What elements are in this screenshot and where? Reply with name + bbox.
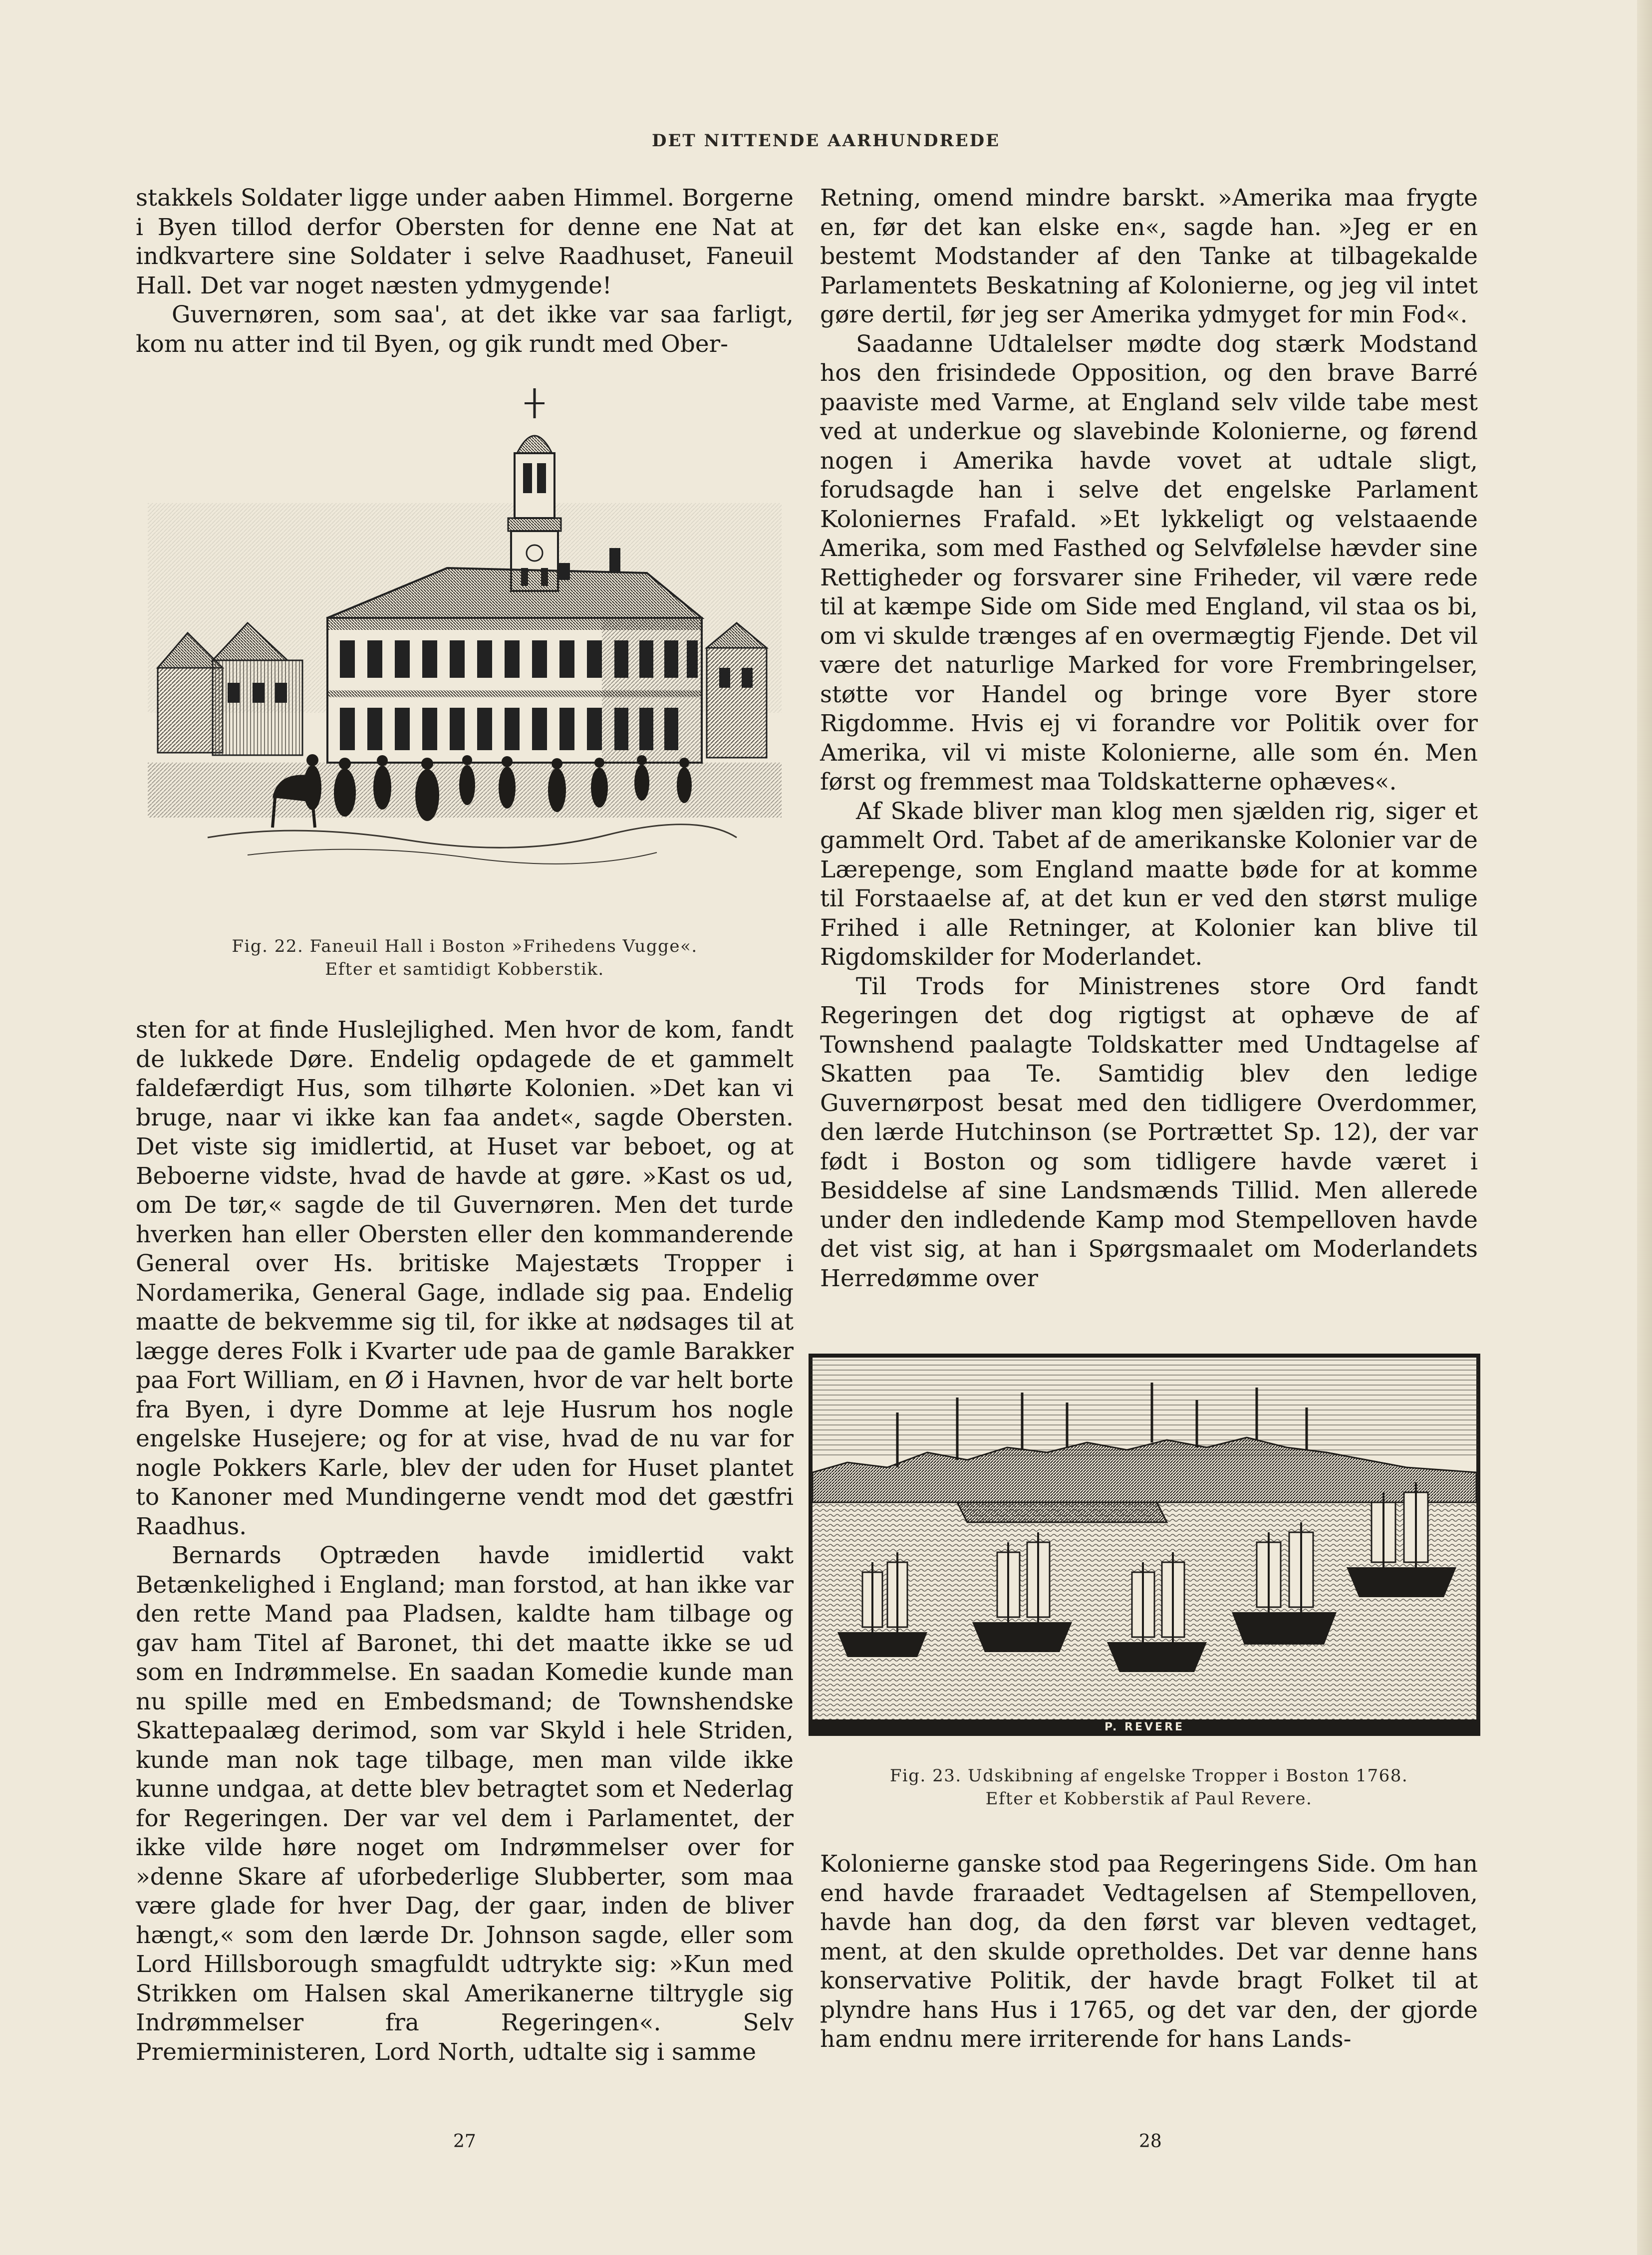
- paragraph: stakkels Soldater ligge under aaben Himmel. Borgerne i Byen tillod derfor Obersten for denne ene Nat at indkvartere sine Soldater i selve Raadhuset, Faneuil Hall. Det var noget næsten ydmygende!: [136, 184, 794, 299]
- paragraph: Kolonierne ganske stod paa Regeringens Side. Om han end havde fraraadet Vedtagelsen af Stempelloven, havde han dog, da den først var bleven vedtaget, ment, at den skulde opretholdes. Det var denne hans konservative Politik, der havde bragt Folket til at plyndre hans Hus i 1765, og det var den, der gjorde ham endnu mere irriterende for hans Lands-: [820, 1850, 1478, 2053]
- paragraph: sten for at finde Huslejlighed. Men hvor de kom, fandt de lukkede Døre. Endelig opdagede de et gammelt faldefærdigt Hus, som tilhørte Kolonien. »Det kan vi bruge, naar vi ikke kan faa andet«, sagde Obersten. Det viste sig imidlertid, at Huset var beboet, og at Beboerne vidste, hvad de havde at gøre. »Kast os ud, om De tør,« sagde de til Guvernøren. Men det turde hverken han eller Obersten eller den kommanderende General over Hs. britiske Majestæts Tropper i Nordamerika, General Gage, indlade sig paa. Endelig maatte de bekvemme sig til, for ikke at nødsages til at lægge deres Folk i Kvarter ude paa de gamle Barakker paa Fort William, en Ø i Havnen, hvor de var helt borte fra Byen, i dyre Domme at leje Husrum hos nogle engelske Husejere; og for at vise, hvad de nu var for nogle Pokkers Karle, blev der uden for Huset plantet to Kanoner med Mundingerne vendt mod det gæstfri Raadhus.: [136, 1016, 794, 1540]
- page-number-left: 27: [453, 2131, 476, 2152]
- left-column-bottom: [136, 1016, 794, 2067]
- right-column-bottom: [820, 1850, 1478, 2054]
- engraver-mark: P. REVERE: [1104, 1721, 1185, 1733]
- page-number-right: 28: [1139, 2131, 1162, 2152]
- caption-line: Efter et Kobberstik af Paul Revere.: [985, 1789, 1313, 1809]
- caption-line: Efter et samtidigt Kobberstik.: [325, 959, 604, 979]
- paragraph: Guvernøren, som saa', at det ikke var saa farligt, kom nu atter ind til Byen, og gik rundt med Ober-: [136, 301, 794, 358]
- paragraph: Til Trods for Ministrenes store Ord fandt Regeringen det dog rigtigst at ophæve de af Townshend paalagte Toldskatter med Undtagelse af Skatten paa Te. Samtidig blev den ledige Guvernørpost besat med den tidligere Overdommer, den lærde Hutchinson (se Portrættet Sp. 12), der var født i Boston og som tidligere havde været i Besiddelse af sine Landsmænds Tillid. Men allerede under den indledende Kamp mod Stempelloven havde det vist sig, at han i Spørgsmaalet om Moderlandets Herredømme over: [820, 972, 1478, 1292]
- boston-harbour-engraving: [808, 1353, 1481, 1737]
- paragraph: Retning, omend mindre barskt. »Amerika maa frygte en, før det kan elske en«, sagde han. »Jeg er en bestemt Modstander af den Tanke at tilbagekalde Parlamentets Beskatning af Kolonierne, og jeg vil intet gøre dertil, før jeg ser Amerika ydmyget for min Fod«.: [820, 184, 1478, 328]
- caption-line: Fig. 22. Faneuil Hall i Boston »Frihedens Vugge«.: [232, 936, 698, 956]
- right-column-top: [820, 184, 1478, 1293]
- faneuil-hall-engraving: [148, 388, 782, 903]
- figure-22-caption: [136, 935, 794, 981]
- page-edge: [1637, 0, 1652, 2255]
- paragraph: Bernards Optræden havde imidlertid vakt Betænkelighed i England; man forstod, at han ikke var den rette Mand paa Pladsen, kaldte ham tilbage og gav ham Titel af Baronet, thi det maatte ikke se ud som en Indrømmelse. En saadan Komedie kunde man nu spille med en Embedsmand; de Townshendske Skattepaalæg derimod, som var Skyld i hele Striden, kunde man nok tage tilbage, men man vilde ikke kunne undgaa, at dette blev betragtet som et Nederlag for Regeringen. Der var vel dem i Parlamentet, der ikke vilde høre noget om Indrømmelser over for »denne Skare af uforbederlige Slubberter, som maa være glade for hver Dag, der gaar, inden de bliver hængt,« som den lærde Dr. Johnson sagde, eller som Lord Hillsborough smagfuldt udtrykte sig: »Kun med Strikken om Halsen skal Amerikanerne tiltrygle sig Indrømmelser fra Regeringen«. Selv Premierministeren, Lord North, udtalte sig i samme: [136, 1542, 794, 2066]
- figure-23-caption: [820, 1764, 1478, 1810]
- paragraph: Af Skade bliver man klog men sjælden rig, siger et gammelt Ord. Tabet af de amerikanske Kolonier var de Lærepenge, som England maatte bøde for at komme til Forstaaelse af, at det kun er ved den størst mulige Frihed i alle Retninger, at Kolonier kan blive til Rigdomskilder for Moderlandet.: [820, 797, 1478, 971]
- running-header: DET NITTENDE AARHUNDREDE: [651, 131, 1001, 151]
- caption-line: Fig. 23. Udskibning af engelske Tropper i Boston 1768.: [889, 1766, 1408, 1786]
- figure-22-faneuil-hall: [148, 388, 782, 903]
- figure-23-boston-harbour: [808, 1353, 1481, 1737]
- left-column-top: [136, 184, 794, 359]
- paragraph: Saadanne Udtalelser mødte dog stærk Modstand hos den frisindede Opposition, og den brave Barré paaviste med Varme, at England selv vilde tabe mest ved at underkue og slavebinde Kolonierne, og førend nogen i Amerika havde vovet at udtale sligt, forudsagde han i selve det engelske Parlament Koloniernes Frafald. »Et lykkeligt og velstaaende Amerika, som med Fasthed og Selvfølelse hævder sine Rettigheder og forsvarer sine Friheder, vil være rede til at kæmpe Side om Side med England, vil staa os bi, om vi skulde trænges af en overmægtig Fjende. Det vil være det naturlige Marked for vore Frembringelser, støtte vor Handel og bringe vore Byer store Rigdomme. Hvis ej vi forandre vor Politik over for Amerika, vil vi miste Kolonierne, alle som én. Men først og fremmest maa Toldskatterne ophæves«.: [820, 330, 1478, 796]
